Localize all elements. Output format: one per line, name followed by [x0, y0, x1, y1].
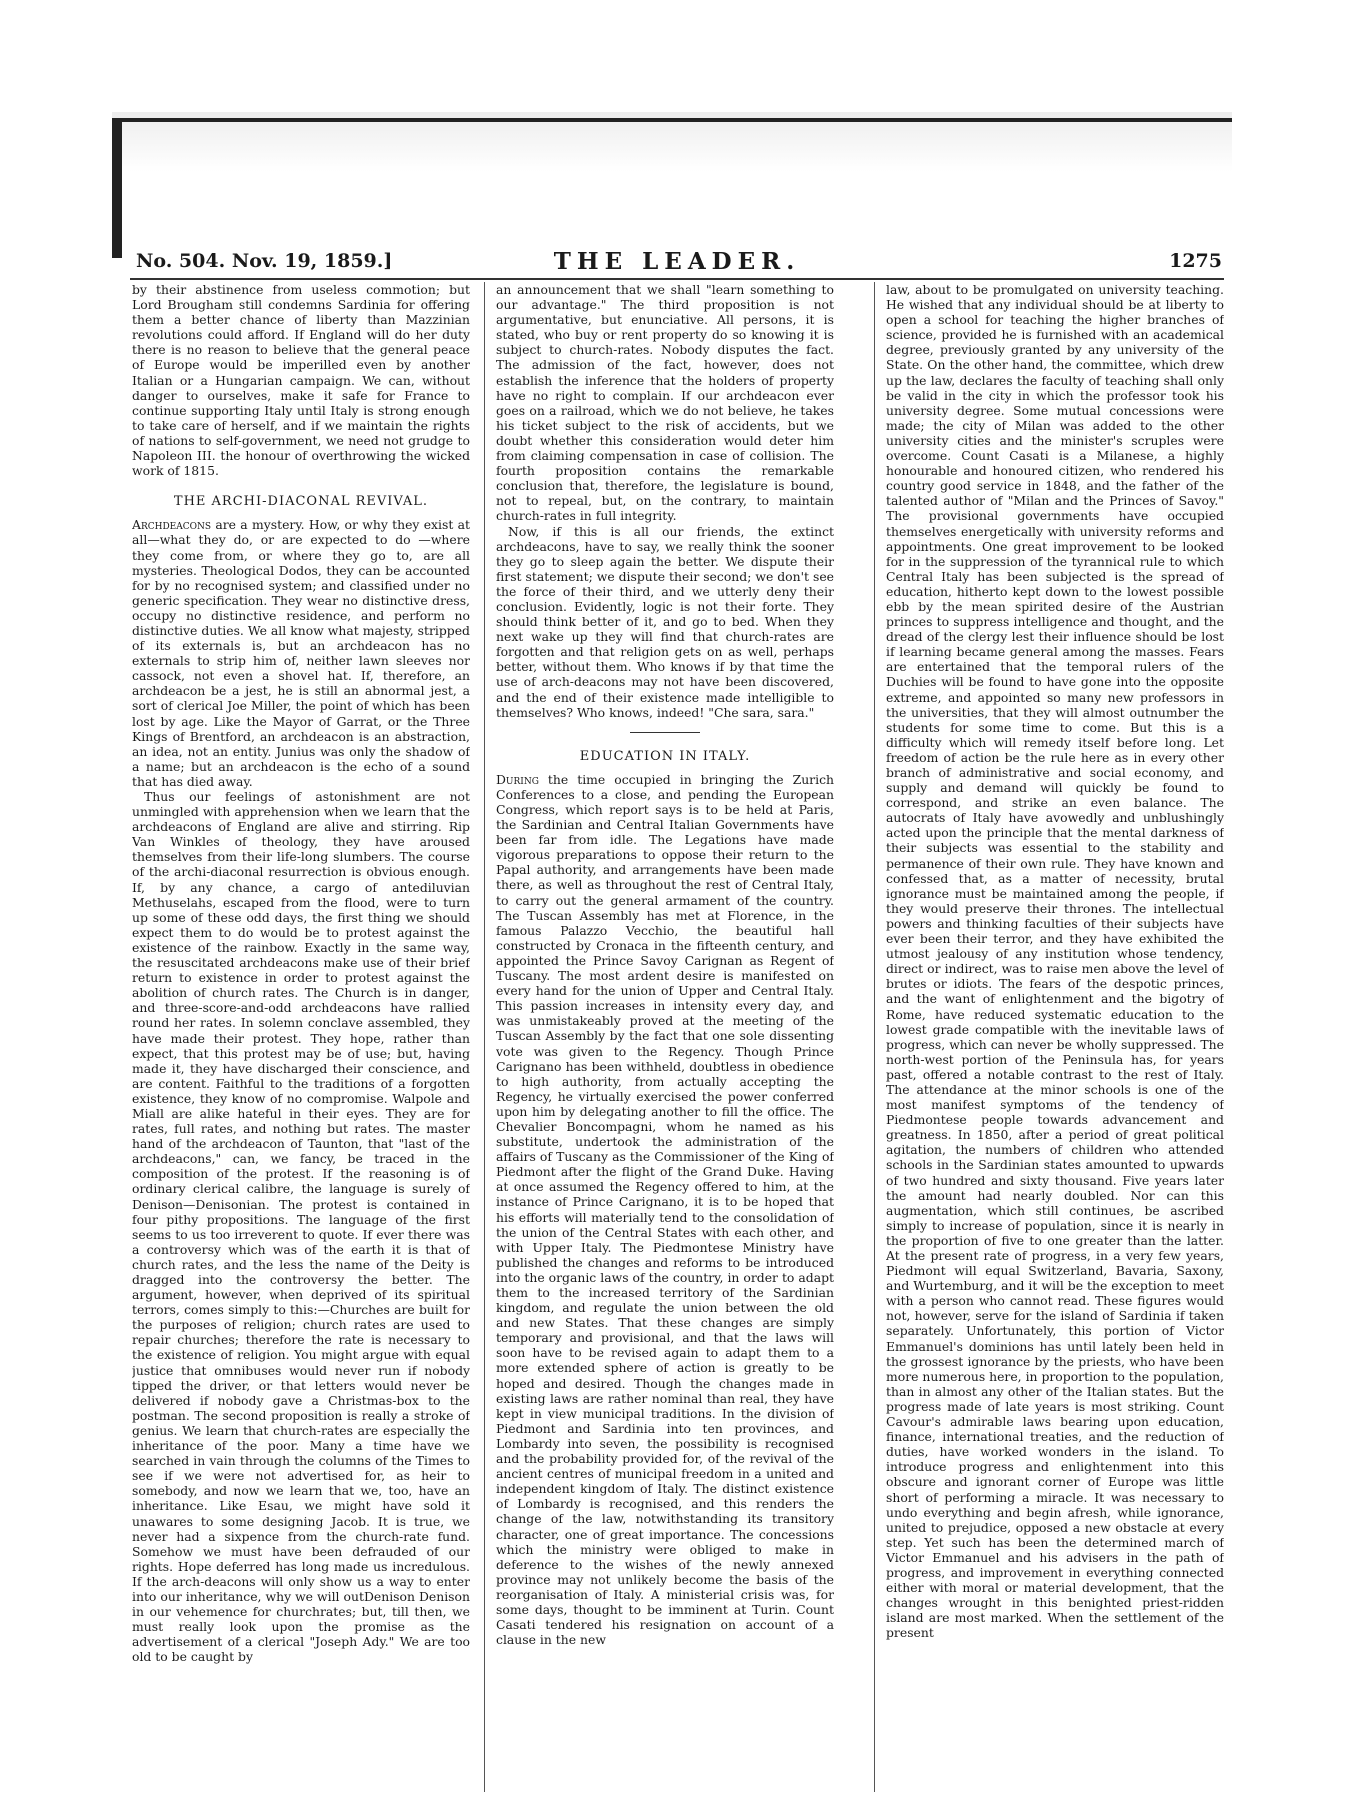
section-divider	[630, 732, 700, 733]
newspaper-title: THE LEADER.	[553, 248, 801, 275]
left-margin-rule	[112, 118, 122, 258]
article-heading: THE ARCHI-DIACONAL REVIVAL.	[173, 494, 429, 510]
paragraph: Thus our feelings of astonishment are not unmingled with apprehension when we learn that the archdeacons of England are alive and stirring. Rip Van Winkles of theology, they have aroused themselves from their life-long slumbers. The course of the archi-diaconal resurrection is obvious enough. If, by any chance, a cargo of antediluvian Methuselahs, escaped from the flood, were to turn up some of these odd days, the first thing we should expect them to do would be to protest against the existence of the rainbow. Exactly in the same way, the resuscitated archdeacons make use of their brief return to existence in order to protest against the abolition of church rates. The Church is in danger, and three-score-and-odd archdeacons have rallied round her rates. In solemn conclave assembled, they have made their protest. They hope, rather than expect, that this protest may be of use; but, having made it, they have discharged their conscience, and are content. Faithful to the traditions of a forgotten existence, they know of no compromise. Walpole and Miall are alike hateful in their eyes. They are for rates, full rates, and nothing but rates. The master hand of the archdeacon of Taunton, that "last of the archdeacons," can, we fancy, be traced in the composition of the protest. If the reasoning is of ordinary clerical calibre, the language is surely of Denison—Denisonian. The protest is contained in four pithy propositions. The language of the first seems to us too irreverent to quote. If ever there was a controversy which was of the earth it is that of church rates, and the less the name of the Deity is dragged into the controversy the better. The argument, however, when deprived of its spiritual terrors, comes simply to this:—Churches are built for the purposes of religion; church rates are used to repair churches; therefore the rate is necessary to the existence of religion. You might argue with equal justice that omnibuses would never run if nobody tipped the driver, or that letters would never be delivered if nobody gave a Christmas-box to the postman. The second proposition is really a stroke of genius. We learn that church-rates are especially the inheritance of the poor. Many a time have we searched in vain through the columns of the Times to see if we were not advertised for, as heir to somebody, and now we learn that we, too, have an inheritance. Like Esau, we might have sold it unawares to some designing Jacob. It is true, we never had a sixpence from the church-rate fund. Somehow we must have been defrauded of our rights. Hope deferred has long made us incredulous. If the arch-deacons will only show us a way to enter into our inheritance, why we will outDenison Denison in our vehemence for churchrates; but, till then, we must really look upon the promise as the advertisement of a clerical "Joseph Ady." We are too old to be caught by	[132, 789, 470, 1665]
paragraph-body: the time occupied in bringing the Zurich Conferences to a close, and pending the European Congress, which report says is to be held at Paris, the Sardinian and Central Italian Governments have been far from idle. The Legations have made vigorous preparations to oppose their return to the Papal authority, and arrangements have been made there, as well as throughout the rest of Central Italy, to carry out the general armament of the country. The Tuscan Assembly has met at Florence, in the famous Palazzo Vecchio, the beautiful hall constructed by Cronaca in the fifteenth century, and appointed the Prince Savoy Carignan as Regent of Tuscany. The most ardent desire is manifested on every hand for the union of Upper and Central Italy. This passion increases in intensity every day, and was unmistakeably proved at the meeting of the Tuscan Assembly by the fact that one sole dissenting vote was given to the Regency. Though Prince Carignano has been withheld, doubtless in obedience to high authority, from actually accepting the Regency, he virtually exercised the power conferred upon him by delegating another to fill the office. The Chevalier Boncompagni, whom he named as his substitute, undertook the administration of the affairs of Tuscany as the Commissioner of the King of Piedmont after the flight of the Grand Duke. Having at once assumed the Regency offered to him, at the instance of Prince Carignano, it is to be hoped that his efforts will materially tend to the consolidation of the union of the Central States with each other, and with Upper Italy. The Piedmontese Ministry have published the changes and reforms to be introduced into the organic laws of the country, in order to adapt them to the increased territory of the Sardinian kingdom, and regulate the union between the old and new States. That these changes are simply temporary and provisional, and that the laws will soon have to be revised again to adapt them to a more extended sphere of action is greatly to be hoped and desired. Though the changes made in existing laws are rather nominal than real, they have kept in view municipal traditions. In the division of Piedmont and Sardinia into ten provinces, and Lombardy into seven, the possibility is recognised and the probability provided for, of the revival of the ancient centres of municipal freedom in a united and independent kingdom of Italy. The distinct existence of Lombardy is recognised, and this renders the change of the law, notwithstanding its transitory character, one of great importance. The concessions which the ministry were obliged to make in deference to the wishes of the newly annexed province may not unlikely become the basis of the reorganisation of Italy. A ministerial crisis was, for some days, thought to be imminent at Turin. Count Casati tendered his resignation on account of a clause in the new	[496, 771, 834, 1648]
paragraph	[132, 517, 470, 789]
issue-date: No. 504. Nov. 19, 1859.]	[136, 250, 393, 272]
paragraph: by their abstinence from useless commotion; but Lord Brougham still condemns Sardinia for offering them a better chance of liberty than Mazzinian revolutions could afford. If England will do her duty there is no reason to believe that the general peace of Europe would be imperilled even by another Italian or a Hungarian campaign. We can, without danger to ourselves, make it safe for France to continue supporting Italy until Italy is strong enough to take care of herself, and if we maintain the rights of nations to self-government, we need not grudge to Napoleon III. the honour of overthrowing the wicked work of 1815.	[132, 282, 470, 479]
paragraph: law, about to be promulgated on university teaching. He wished that any individual should be at liberty to open a school for teaching the higher branches of science, provided he is furnished with an academical degree, previously granted by any university of the State. On the other hand, the committee, which drew up the law, declares the faculty of teaching shall only be valid in the city in which the professor took his university degree. Some mutual concessions were made; the city of Milan was added to the other university cities and the minister's scruples were overcome. Count Casati is a Milanese, a highly honourable and honoured citizen, who rendered his country good service in 1848, and the father of the talented author of "Milan and the Princes of Savoy." The provisional governments have occupied themselves energetically with university reforms and appointments. One great improvement to be looked for in the suppression of the tyrannical rule to which Central Italy has been subjected is the spread of education, hitherto kept down to the lowest possible ebb by the mean spirited desire of the Austrian princes to suppress intelligence and thought, and the dread of the clergy lest their influence should be lost if learning became general among the masses. Fears are entertained that the temporal rulers of the Duchies will be found to have gone into the opposite extreme, and appointed so many new professors in the universities, that they will almost outnumber the students for some time to come. But this is a difficulty which will remedy itself before long. Let freedom of action be the rule here as in every other branch of administrative and social economy, and supply and demand will quickly be found to correspond, and strike an even balance. The autocrats of Italy have avowedly and unblushingly acted upon the principle that the mental darkness of their subjects was essential to the stability and permanence of their own rule. They have known and confessed that, as a matter of necessity, brutal ignorance must be maintained among the people, if they would preserve their thrones. The intellectual powers and thinking faculties of their subjects have ever been their terror, and they have exhibited the utmost jealousy of any institution whose tendency, direct or indirect, was to raise men above the level of brutes or idiots. The fears of the despotic princes, and the want of enlightenment and the bigotry of Rome, have reduced systematic education to the lowest grade compatible with the inevitable laws of progress, which can never be wholly suppressed. The north-west portion of the Peninsula has, for years past, offered a notable contrast to the rest of Italy. The attendance at the minor schools is one of the most manifest symptoms of the tendency of Piedmontese people towards advancement and greatness. In 1850, after a period of great political agitation, the numbers of children who attended schools in the Sardinian states amounted to upwards of two hundred and sixty thousand. Five years later the amount had nearly doubled. Nor can this augmentation, which still continues, be ascribed simply to increase of population, since it is nearly in the proportion of five to one greater than the latter. At the present rate of progress, in a very few years, Piedmont will equal Switzerland, Bavaria, Saxony, and Wurtemburg, and it will be the exception to meet with a person who cannot read. These figures would not, however, serve for the island of Sardinia if taken separately. Unfortunately, this portion of Victor Emmanuel's dominions has until lately been held in the grossest ignorance by the priests, who have been more numerous here, in proportion to the population, than in almost any other of the Italian states. But the progress made of late years is most striking. Count Cavour's admirable laws bearing upon education, finance, international treaties, and the reduction of duties, have worked wonders in the island. To introduce progress and enlightenment into this obscure and ignorant corner of Europe was little short of performing a miracle. It was necessary to undo everything and begin afresh, while ignorance, united to prejudice, opposed a new obstacle at every step. Yet such has been the determined march of Victor Emmanuel and his advisers in the path of progress, and improvement in everything connected either with moral or material development, that the changes wrought in this benighted priest-ridden island are most marked. When the settlement of the present	[886, 282, 1224, 1641]
paragraph: an announcement that we shall "learn something to our advantage." The third proposition is not argumentative, but enunciative. All persons, it is stated, who buy or rent property do so knowing it is subject to church-rates. Nobody disputes the fact. The admission of the fact, however, does not establish the inference that the holders of property have no right to complain. If our archdeacon ever goes on a railroad, which we do not believe, he takes his ticket subject to the risk of accidents, but we doubt whether this consideration would deter him from claiming compensation in case of collision. The fourth proposition contains the remarkable conclusion that, therefore, the legislature is bound, not to repeal, but, on the contrary, to maintain church-rates in full integrity.	[496, 282, 834, 524]
column-rule	[874, 282, 875, 1792]
page-number: 1275	[1169, 250, 1222, 272]
paragraph: Now, if this is all our friends, the extinct archdeacons, have to say, we really think the sooner they go to sleep again the better. We dispute their first statement; we dispute their second; we don't see the force of their third, and we utterly deny their conclusion. Evidently, logic is not their forte. They should think better of it, and go to bed. When they next wake up they will find that church-rates are forgotten and that religion gets on as well, perhaps better, without them. Who knows if by that time the use of arch-deacons may not have been discovered, and the end of their existence made intelligible to themselves? Who knows, indeed! "Che sara, sara."	[496, 523, 834, 720]
column-3	[886, 282, 1224, 1802]
masthead	[130, 248, 1224, 278]
article-heading: EDUCATION IN ITALY.	[579, 748, 751, 764]
lead-word: Archdeacons	[132, 517, 212, 533]
column-2	[496, 282, 834, 1802]
paragraph	[496, 772, 834, 1647]
masthead-rule	[130, 278, 1224, 280]
paragraph-body: are a mystery. How, or why they exist at all—what they do, or are expected to do —where they come from, or where they go to, are all mysteries. Theological Dodos, they can be accounted for by no recognised system; and classified under no generic specification. They wear no distinctive dress, occupy no distinctive residence, and perform no distinctive duties. We all know what majesty, stripped of its externals is, but an archdeacon has no externals to strip him of, neither lawn sleeves nor cassock, not even a shovel hat. If, therefore, an archdeacon be a jest, he is still an abnormal jest, a sort of clerical Joe Miller, the point of which has been lost by age. Like the Mayor of Garrat, or the Three Kings of Brentford, an archdeacon is an abstraction, an idea, not an entity. Junius was only the shadow of a name; but an archdeacon is the echo of a sound that has died away.	[132, 517, 470, 789]
lead-word: During	[496, 771, 539, 787]
top-rule	[112, 118, 1232, 122]
column-1	[132, 282, 470, 1802]
column-rule	[484, 282, 485, 1792]
